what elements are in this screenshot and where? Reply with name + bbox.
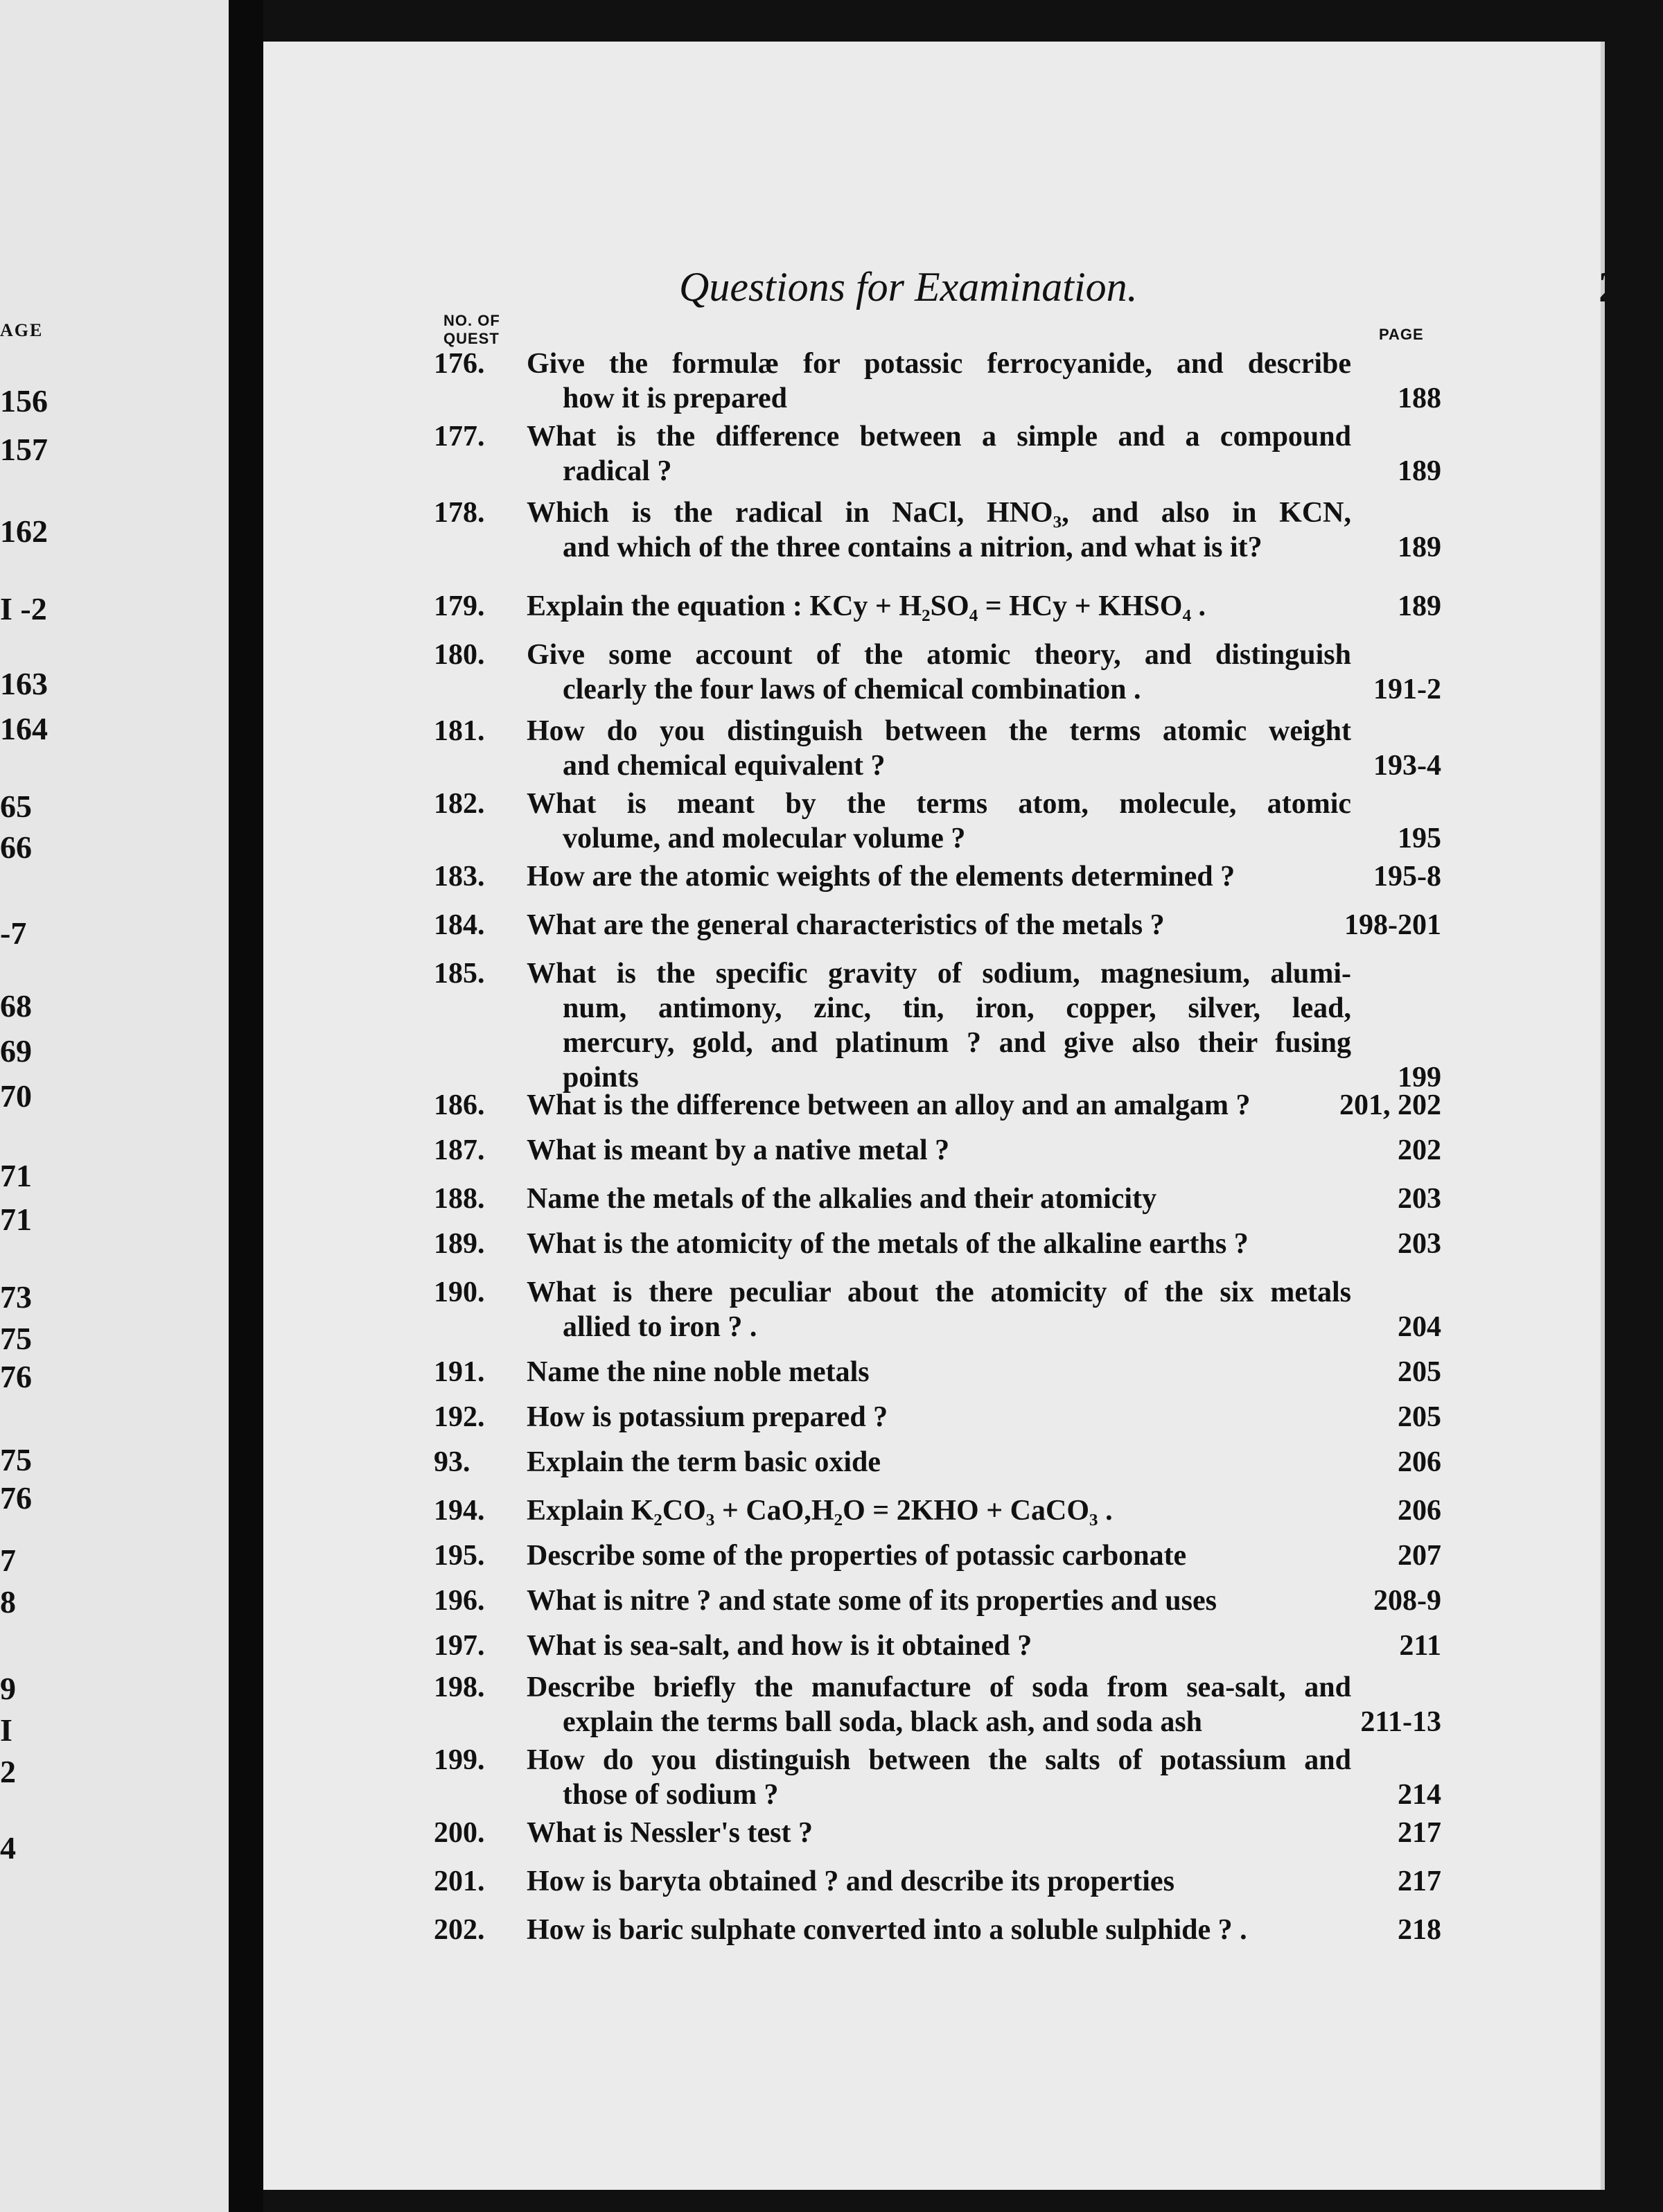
- question-text-line: What is meant by the terms atom, molecule, atomic: [527, 788, 1351, 820]
- left-page-number: -7: [0, 915, 27, 951]
- question-text: [527, 1913, 1351, 1947]
- page-number: 295: [1599, 264, 1663, 311]
- question-text-line: Describe some of the properties of potassic carbonate: [527, 1540, 1187, 1572]
- question-page-ref: 211-13: [1360, 1706, 1441, 1738]
- question-text: [527, 1816, 1351, 1850]
- left-page-number: 66: [0, 830, 32, 865]
- question-text: [527, 638, 1351, 707]
- question-text: [527, 1864, 1351, 1899]
- question-text-line: How do you distinguish between the terms atomic weight: [527, 715, 1351, 747]
- question-text-line: clearly the four laws of chemical combination .: [563, 674, 1141, 705]
- question-page-ref: 202: [1398, 1134, 1441, 1166]
- question-text-line: Explain the equation : KCy + H₂SO₄ = HCy + KHSO₄ .: [527, 590, 1206, 622]
- question-number: 199.: [434, 1744, 485, 1776]
- question-number: 189.: [434, 1228, 485, 1260]
- question-number: 178.: [434, 497, 485, 529]
- book-gutter: [229, 0, 263, 2212]
- question-text-line: Explain the term basic oxide: [527, 1446, 881, 1478]
- question-number: 202.: [434, 1914, 485, 1946]
- question-text-line: those of sodium ?: [563, 1779, 779, 1811]
- question-page-ref: 217: [1398, 1817, 1441, 1849]
- question-page-ref: 189: [1398, 532, 1441, 563]
- question-text-line: Describe briefly the manufacture of soda from sea-salt, and: [527, 1671, 1351, 1703]
- question-text-line: What is sea-salt, and how is it obtained ?: [527, 1630, 1032, 1662]
- left-page-number: 76: [0, 1359, 32, 1394]
- question-text-line: What is the difference between a simple and a compound: [527, 421, 1351, 453]
- question-text-line: Name the nine noble metals: [527, 1356, 870, 1388]
- question-number: 197.: [434, 1630, 485, 1662]
- question-page-ref: 203: [1398, 1228, 1441, 1260]
- left-page-header: AGE: [0, 320, 44, 340]
- left-page-number: 157: [0, 432, 48, 467]
- question-number: 179.: [434, 590, 485, 622]
- left-page-number: 9: [0, 1671, 16, 1706]
- question-text-line: What is nitre ? and state some of its properties and uses: [527, 1585, 1217, 1617]
- question-number: 198.: [434, 1671, 485, 1703]
- question-text-line: Explain K₂CO₃ + CaO,H₂O = 2KHO + CaCO₃ .: [527, 1495, 1113, 1527]
- question-text-line: How do you distinguish between the salts of potassium and: [527, 1744, 1351, 1776]
- left-page-number: 71: [0, 1158, 32, 1193]
- question-page-ref: 218: [1398, 1914, 1441, 1946]
- question-number: 201.: [434, 1866, 485, 1897]
- question-number: 195.: [434, 1540, 485, 1572]
- left-page-number: 156: [0, 383, 48, 419]
- question-text-line: points: [563, 1062, 639, 1094]
- question-page-ref: 207: [1398, 1540, 1441, 1572]
- question-number: 185.: [434, 958, 485, 990]
- running-head-title: Questions for Examination.: [679, 264, 1138, 310]
- question-text-line: How is baryta obtained ? and describe its properties: [527, 1866, 1174, 1897]
- left-page-column: [0, 0, 229, 2212]
- question-page-ref: 201, 202: [1339, 1089, 1441, 1121]
- question-text-line: and chemical equivalent ?: [563, 750, 886, 782]
- question-number: 176.: [434, 348, 485, 380]
- question-page-ref: 204: [1398, 1311, 1441, 1343]
- question-text-line: What is there peculiar about the atomicity of the six metals: [527, 1276, 1351, 1308]
- question-text: [527, 1743, 1351, 1812]
- column-head-page: PAGE: [1379, 326, 1424, 343]
- left-page-number: 75: [0, 1442, 32, 1477]
- left-page-number: I: [0, 1712, 12, 1748]
- question-text: [527, 1133, 1351, 1168]
- question-page-ref: 191-2: [1373, 674, 1441, 705]
- left-page-number: 2: [0, 1754, 16, 1789]
- question-number: 190.: [434, 1276, 485, 1308]
- question-number: 180.: [434, 639, 485, 671]
- question-text: [527, 956, 1351, 1095]
- question-page-ref: 195: [1398, 823, 1441, 854]
- question-text: [527, 1400, 1351, 1434]
- left-page-number: I -2: [0, 591, 47, 626]
- question-text-line: What is the specific gravity of sodium, magnesium, alumi-: [527, 958, 1351, 990]
- question-text-line: volume, and molecular volume ?: [563, 823, 966, 854]
- question-text-line: How is potassium prepared ?: [527, 1401, 888, 1433]
- question-text-line: What is meant by a native metal ?: [527, 1134, 950, 1166]
- left-page-number: 71: [0, 1202, 32, 1237]
- question-number: 177.: [434, 421, 485, 453]
- question-page-ref: 214: [1398, 1779, 1441, 1811]
- column-head-question-number: NO. OF QUEST: [443, 312, 500, 347]
- question-page-ref: 189: [1398, 455, 1441, 487]
- question-text: [527, 589, 1351, 624]
- question-number: 191.: [434, 1356, 485, 1388]
- question-text: [527, 1275, 1351, 1344]
- question-number: 196.: [434, 1585, 485, 1617]
- question-list: [263, 42, 1601, 2190]
- question-text-line: and which of the three contains a nitrion, and what is it?: [563, 532, 1262, 563]
- left-page-number: 68: [0, 988, 32, 1024]
- question-text-line: What is the difference between an alloy and an amalgam ?: [527, 1089, 1251, 1121]
- question-text-line: Give some account of the atomic theory, and distinguish: [527, 639, 1351, 671]
- question-text: [527, 1088, 1351, 1123]
- left-page-number: 75: [0, 1321, 32, 1356]
- question-text-line: Give the formulæ for potassic ferrocyanide, and describe: [527, 348, 1351, 380]
- question-page-ref: 205: [1398, 1401, 1441, 1433]
- question-number: 200.: [434, 1817, 485, 1849]
- question-text: [527, 1227, 1351, 1261]
- question-text-line: What are the general characteristics of the metals ?: [527, 909, 1165, 941]
- main-page: [263, 42, 1663, 2190]
- question-text-line: radical ?: [563, 455, 672, 487]
- left-page-fragment: [0, 0, 229, 2212]
- left-page-number: 73: [0, 1279, 32, 1315]
- question-text-line: What is the atomicity of the metals of the alkaline earths ?: [527, 1228, 1249, 1260]
- question-page-ref: 195-8: [1373, 861, 1441, 893]
- question-page-ref: 198-201: [1344, 909, 1441, 941]
- question-text: [527, 1493, 1351, 1528]
- question-text: [527, 859, 1351, 894]
- question-text: [527, 1182, 1351, 1216]
- question-number: 184.: [434, 909, 485, 941]
- left-page-number: 164: [0, 711, 48, 746]
- question-text-line: Which is the radical in NaCl, HNO₃, and also in KCN,: [527, 497, 1351, 529]
- question-text-line: allied to iron ? .: [563, 1311, 757, 1343]
- question-page-ref: 199: [1398, 1062, 1441, 1094]
- question-page-ref: 208-9: [1373, 1585, 1441, 1617]
- question-text: [527, 1629, 1351, 1663]
- question-page-ref: 193-4: [1373, 750, 1441, 782]
- left-page-number: 162: [0, 514, 48, 549]
- question-text-line: how it is prepared: [563, 383, 787, 414]
- question-text: [527, 908, 1351, 942]
- question-page-ref: 206: [1398, 1446, 1441, 1478]
- question-page-ref: 203: [1398, 1183, 1441, 1215]
- left-page-number: 4: [0, 1830, 16, 1866]
- question-page-ref: 189: [1398, 590, 1441, 622]
- question-page-ref: 211: [1399, 1630, 1441, 1662]
- question-number: 186.: [434, 1089, 485, 1121]
- left-page-number: 76: [0, 1480, 32, 1516]
- left-page-number: 65: [0, 789, 32, 824]
- question-text-line: How is baric sulphate converted into a soluble sulphide ? .: [527, 1914, 1247, 1946]
- question-text: [527, 495, 1351, 565]
- question-page-ref: 206: [1398, 1495, 1441, 1527]
- question-text: [527, 1583, 1351, 1618]
- question-number: 188.: [434, 1183, 485, 1215]
- question-page-ref: 217: [1398, 1866, 1441, 1897]
- question-text: [527, 419, 1351, 489]
- question-text: [527, 1670, 1351, 1739]
- left-page-number: 70: [0, 1078, 32, 1114]
- question-text-line: mercury, gold, and platinum ? and give also their fusing: [563, 1027, 1351, 1059]
- question-text-line: What is Nessler's test ?: [527, 1817, 813, 1849]
- question-page-ref: 205: [1398, 1356, 1441, 1388]
- question-number: 192.: [434, 1401, 485, 1433]
- question-number: 182.: [434, 788, 485, 820]
- question-number: 187.: [434, 1134, 485, 1166]
- question-text: [527, 1445, 1351, 1480]
- question-text-line: Name the metals of the alkalies and their atomicity: [527, 1183, 1157, 1215]
- question-text: [527, 787, 1351, 856]
- left-page-number: 8: [0, 1584, 16, 1620]
- question-number: 194.: [434, 1495, 485, 1527]
- question-text: [527, 714, 1351, 783]
- question-number: 181.: [434, 715, 485, 747]
- question-text: [527, 1355, 1351, 1389]
- question-text: [527, 346, 1351, 416]
- question-text-line: How are the atomic weights of the elements determined ?: [527, 861, 1235, 893]
- left-page-number: 163: [0, 666, 48, 701]
- question-text-line: explain the terms ball soda, black ash, and soda ash: [563, 1706, 1203, 1738]
- question-number: 93.: [434, 1446, 470, 1478]
- left-page-number: 7: [0, 1543, 16, 1578]
- left-page-number: 69: [0, 1033, 32, 1069]
- question-text-line: num, antimony, zinc, tin, iron, copper, silver, lead,: [563, 992, 1351, 1024]
- question-number: 183.: [434, 861, 485, 893]
- question-text: [527, 1538, 1351, 1573]
- question-page-ref: 188: [1398, 383, 1441, 414]
